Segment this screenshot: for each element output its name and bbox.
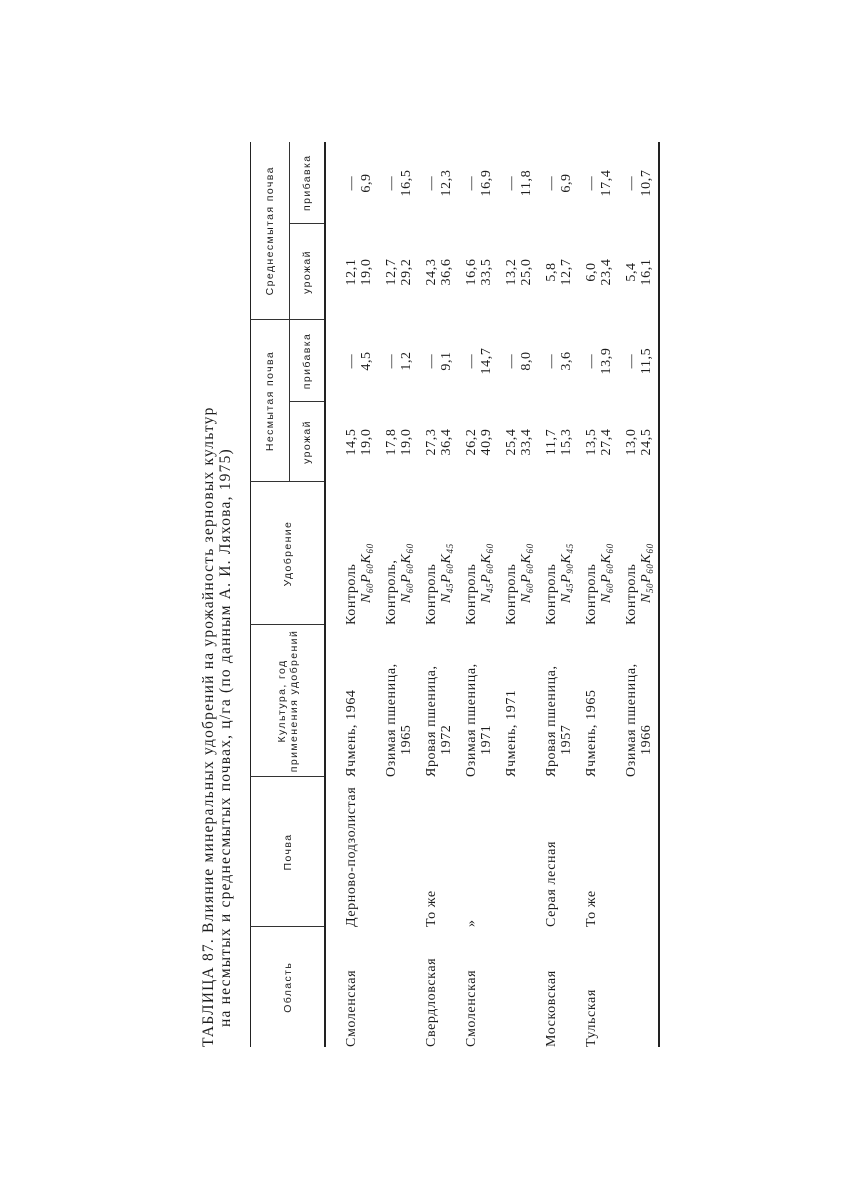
unwashed-gain-fertilized: 3,6 — [559, 351, 574, 371]
header-unwashed-gain: прибавка — [290, 320, 326, 402]
cell-medium-yield — [325, 224, 374, 320]
cell-unwashed-yield — [414, 402, 454, 482]
cell-crop — [325, 625, 374, 777]
cell-unwashed-yield — [325, 402, 374, 482]
header-medium-soil: Среднесмытая почва — [251, 142, 290, 320]
cell-soil — [614, 777, 659, 927]
cell-unwashed-yield — [494, 402, 534, 482]
cell-medium-yield — [494, 224, 534, 320]
crop-name: Озимая пшеница, — [624, 663, 639, 777]
cell-unwashed-gain — [325, 320, 374, 402]
medium-yield-control: 16,6 — [464, 258, 479, 286]
unwashed-yield-fertilized: 15,3 — [559, 428, 574, 456]
cell-unwashed-gain — [494, 320, 534, 402]
cell-region — [494, 927, 534, 1047]
cell-soil — [374, 777, 414, 927]
cell-unwashed-yield — [454, 402, 494, 482]
cell-medium-yield — [414, 224, 454, 320]
medium-yield-fertilized: 16,1 — [639, 258, 654, 286]
crop-name: Яровая пшеница, — [424, 665, 439, 777]
medium-yield-fertilized: 23,4 — [599, 258, 614, 286]
fertilizer-control: Контроль — [424, 563, 439, 625]
caption-line-1: ТАБЛИЦА 87. Влияние минеральных удобрений на урожайность зерновых культур — [200, 406, 217, 1047]
unwashed-yield-fertilized: 19,0 — [399, 428, 414, 456]
cell-fertilizer — [414, 482, 454, 625]
unwashed-gain-fertilized: 8,0 — [519, 351, 534, 371]
cell-crop — [454, 625, 494, 777]
cell-medium-gain — [574, 142, 614, 224]
header-medium-yield: урожай — [290, 224, 326, 320]
cell-fertilizer — [574, 482, 614, 625]
table-row — [374, 142, 414, 1047]
medium-yield-fertilized: 29,2 — [399, 258, 414, 286]
table-caption — [200, 127, 234, 1047]
unwashed-gain-control: — — [464, 353, 479, 369]
medium-yield-fertilized: 36,6 — [439, 258, 454, 286]
fertilizer-control: Контроль — [584, 563, 599, 625]
cell-soil: Дерново-подзолистая — [344, 786, 359, 927]
table-row — [494, 142, 534, 1047]
crop-name: Ячмень, 1971 — [504, 689, 519, 777]
fertilizer-control: Контроль — [624, 563, 639, 625]
cell-soil: Серая лесная — [544, 841, 559, 927]
fertilizer-control: Контроль — [464, 563, 479, 625]
unwashed-yield-fertilized: 40,9 — [479, 428, 494, 456]
unwashed-yield-control: 27,3 — [424, 428, 439, 456]
fertilizer-formula: $N_{50}P_{60}K_{60}$ — [639, 543, 655, 603]
cell-unwashed-yield — [534, 402, 574, 482]
unwashed-yield-control: 14,5 — [344, 428, 359, 456]
medium-yield-control: 24,3 — [424, 258, 439, 286]
cell-unwashed-gain — [534, 320, 574, 402]
table-row — [534, 142, 574, 1047]
cell-fertilizer — [454, 482, 494, 625]
cell-medium-yield — [574, 224, 614, 320]
cell-region: Тульская — [584, 989, 599, 1047]
medium-gain-fertilized: 6,9 — [559, 173, 574, 193]
unwashed-yield-fertilized: 24,5 — [639, 428, 654, 456]
medium-yield-control: 6,0 — [584, 262, 599, 282]
cell-region — [374, 927, 414, 1047]
table-row — [454, 142, 494, 1047]
cell-medium-yield — [454, 224, 494, 320]
medium-yield-control: 5,4 — [624, 262, 639, 282]
cell-fertilizer — [494, 482, 534, 625]
medium-yield-control: 13,2 — [504, 258, 519, 286]
table-row — [414, 142, 454, 1047]
unwashed-yield-control: 13,5 — [584, 428, 599, 456]
crop-year: 1971 — [479, 724, 494, 755]
unwashed-yield-fertilized: 19,0 — [359, 428, 374, 456]
medium-gain-fertilized: 12,3 — [439, 169, 454, 197]
fertilizer-formula: $N_{45}P_{60}K_{45}$ — [439, 543, 455, 603]
header-soil: Почва — [251, 777, 326, 927]
crop-name: Яровая пшеница, — [544, 665, 559, 777]
cell-unwashed-yield — [374, 402, 414, 482]
unwashed-gain-fertilized: 14,7 — [479, 347, 494, 375]
cell-unwashed-gain — [614, 320, 659, 402]
unwashed-gain-control: — — [624, 353, 639, 369]
crop-name: Ячмень, 1964 — [344, 689, 359, 777]
fertilizer-control: Контроль — [344, 563, 359, 625]
unwashed-gain-control: — — [504, 353, 519, 369]
medium-yield-fertilized: 19,0 — [359, 258, 374, 286]
cell-fertilizer — [614, 482, 659, 625]
medium-gain-control: — — [464, 175, 479, 191]
cell-soil: » — [464, 919, 479, 927]
medium-yield-fertilized: 12,7 — [559, 258, 574, 286]
unwashed-yield-fertilized: 33,4 — [519, 428, 534, 456]
crop-year: 1972 — [439, 724, 454, 755]
unwashed-yield-control: 11,7 — [544, 428, 559, 456]
yield-table — [250, 142, 660, 1047]
crop-year: 1957 — [559, 724, 574, 755]
crop-year: 1965 — [399, 724, 414, 755]
medium-yield-fertilized: 33,5 — [479, 258, 494, 286]
medium-gain-control: — — [624, 175, 639, 191]
cell-fertilizer — [325, 482, 374, 625]
medium-gain-fertilized: 17,4 — [599, 169, 614, 197]
cell-region: Смоленская — [464, 969, 479, 1047]
fertilizer-control: Контроль — [544, 563, 559, 625]
cell-medium-gain — [614, 142, 659, 224]
unwashed-gain-control: — — [344, 353, 359, 369]
cell-crop — [534, 625, 574, 777]
cell-crop — [574, 625, 614, 777]
cell-medium-yield — [614, 224, 659, 320]
unwashed-gain-fertilized: 11,5 — [639, 347, 654, 375]
medium-gain-control: — — [384, 175, 399, 191]
unwashed-yield-control: 13,0 — [624, 428, 639, 456]
table-row — [574, 142, 614, 1047]
header-unwashed-yield: урожай — [290, 402, 326, 482]
unwashed-yield-fertilized: 36,4 — [439, 428, 454, 456]
cell-unwashed-gain — [414, 320, 454, 402]
cell-fertilizer — [534, 482, 574, 625]
cell-unwashed-gain — [454, 320, 494, 402]
medium-gain-control: — — [424, 175, 439, 191]
medium-gain-fertilized: 16,9 — [479, 169, 494, 197]
cell-crop — [614, 625, 659, 777]
medium-gain-fertilized: 16,5 — [399, 169, 414, 197]
unwashed-gain-control: — — [424, 353, 439, 369]
cell-medium-gain — [494, 142, 534, 224]
crop-year: 1966 — [639, 724, 654, 755]
unwashed-yield-control: 17,8 — [384, 428, 399, 456]
cell-region: Свердловская — [424, 957, 439, 1047]
fertilizer-control: Контроль — [504, 563, 519, 625]
medium-gain-control: — — [344, 175, 359, 191]
unwashed-gain-control: — — [544, 353, 559, 369]
header-crop: Культура, год применения удобрений — [251, 625, 326, 777]
unwashed-gain-control: — — [584, 353, 599, 369]
cell-medium-gain — [325, 142, 374, 224]
cell-medium-gain — [374, 142, 414, 224]
fertilizer-formula: $N_{60}P_{60}K_{60}$ — [359, 543, 375, 603]
cell-soil: То же — [424, 890, 439, 927]
medium-yield-control: 12,7 — [384, 258, 399, 286]
cell-unwashed-yield — [614, 402, 659, 482]
cell-unwashed-gain — [374, 320, 414, 402]
cell-region: Московская — [544, 970, 559, 1047]
table-row — [325, 142, 374, 1047]
header-region: Область — [251, 927, 326, 1047]
cell-unwashed-yield — [574, 402, 614, 482]
header-unwashed-soil: Несмытая почва — [251, 320, 290, 482]
cell-medium-gain — [414, 142, 454, 224]
medium-gain-fertilized: 6,9 — [359, 173, 374, 193]
medium-gain-fertilized: 11,8 — [519, 169, 534, 197]
unwashed-gain-control: — — [384, 353, 399, 369]
cell-fertilizer — [374, 482, 414, 625]
unwashed-gain-fertilized: 4,5 — [359, 351, 374, 371]
cell-crop — [374, 625, 414, 777]
cell-crop — [414, 625, 454, 777]
unwashed-yield-control: 26,2 — [464, 428, 479, 456]
medium-yield-control: 5,8 — [544, 262, 559, 282]
fertilizer-formula: $N_{45}P_{60}K_{60}$ — [479, 543, 495, 603]
header-fertilizer: Удобрение — [251, 482, 326, 625]
cell-soil — [494, 777, 534, 927]
unwashed-yield-fertilized: 27,4 — [599, 428, 614, 456]
cell-medium-gain — [534, 142, 574, 224]
medium-gain-control: — — [544, 175, 559, 191]
fertilizer-formula: $N_{60}P_{60}K_{60}$ — [599, 543, 615, 603]
table-body — [325, 142, 659, 1047]
unwashed-gain-fertilized: 9,1 — [439, 351, 454, 371]
medium-yield-control: 12,1 — [344, 258, 359, 286]
medium-yield-fertilized: 25,0 — [519, 258, 534, 286]
cell-medium-gain — [454, 142, 494, 224]
cell-soil: То же — [584, 890, 599, 927]
header-medium-gain: прибавка — [290, 142, 326, 224]
fertilizer-formula: $N_{60}P_{60}K_{60}$ — [519, 543, 535, 603]
unwashed-gain-fertilized: 13,9 — [599, 347, 614, 375]
medium-gain-control: — — [504, 175, 519, 191]
medium-gain-fertilized: 10,7 — [639, 169, 654, 197]
medium-gain-control: — — [584, 175, 599, 191]
cell-region — [614, 927, 659, 1047]
unwashed-gain-fertilized: 1,2 — [399, 351, 414, 371]
unwashed-yield-control: 25,4 — [504, 428, 519, 456]
cell-unwashed-gain — [574, 320, 614, 402]
crop-name: Озимая пшеница, — [464, 663, 479, 777]
cell-region: Смоленская — [344, 969, 359, 1047]
crop-name: Ячмень, 1965 — [584, 689, 599, 777]
cell-medium-yield — [374, 224, 414, 320]
cell-crop — [494, 625, 534, 777]
fertilizer-control: Контроль, — [384, 559, 399, 625]
fertilizer-formula: $N_{60}P_{60}K_{60}$ — [399, 543, 415, 603]
crop-name: Озимая пшеница, — [384, 663, 399, 777]
cell-medium-yield — [534, 224, 574, 320]
table-row — [614, 142, 659, 1047]
fertilizer-formula: $N_{45}P_{90}K_{45}$ — [559, 543, 575, 603]
caption-line-2: на несмытых и среднесмытых почвах, ц/га (по данным А. И. Ляхова, 1975) — [217, 448, 234, 1027]
